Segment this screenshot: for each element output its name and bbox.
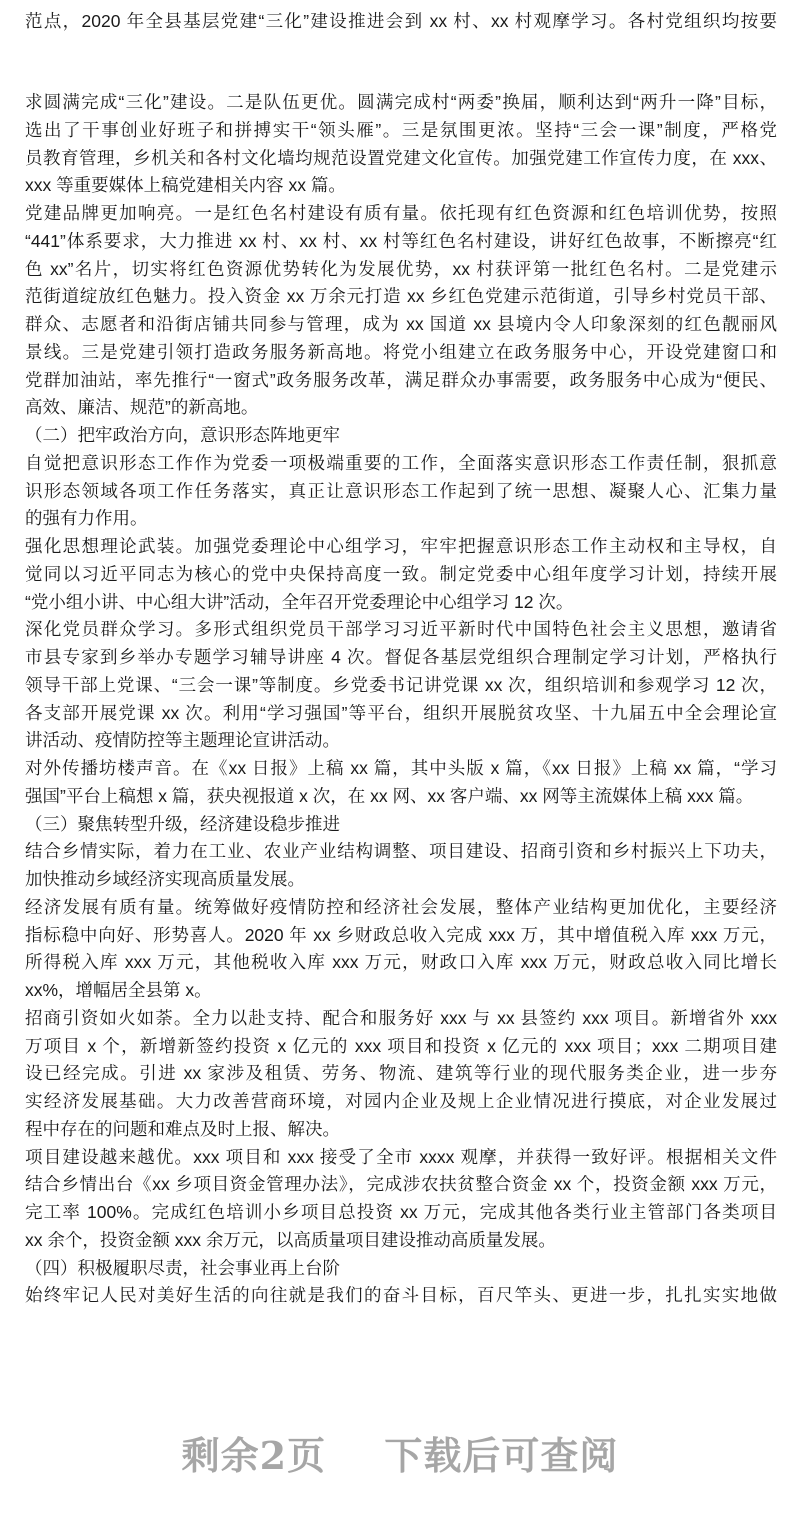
paragraph (25, 450, 777, 533)
text-line: 范街道绽放红色魅力。投入资金 xx 万余元打造 xx 乡红色党建示范街道，引导乡村党员干部、 (25, 286, 777, 307)
text-line: 讲活动、疫情防控等主题理论宣讲活动。 (25, 730, 340, 751)
paragraph (25, 533, 777, 616)
text-line: 指标稳中向好、形势喜人。2020 年 xx 乡财政总收入完成 xxx 万，其中增值税入库 xxx 万元， (25, 924, 777, 945)
document-body (25, 89, 777, 1310)
text-line: 范点，2020 年全县基层党建“三化”建设推进会到 xx 村、xx 村观摩学习。各村党组织均按要 (25, 11, 777, 31)
text-line: 始终牢记人民对美好生活的向往就是我们的奋斗目标，百尺竿头、更进一步，扎扎实实地做 (25, 1285, 777, 1306)
paragraph (25, 616, 777, 755)
text-line: 高效、廉洁、规范”的新高地。 (25, 397, 259, 418)
text-line: 自觉把意识形态工作作为党委一项极端重要的工作，全面落实意识形态工作责任制，狠抓意 (25, 452, 777, 473)
paragraph (25, 89, 777, 200)
text-line: 程中存在的问题和难点及时上报、解决。 (25, 1118, 340, 1139)
text-line: 项目建设越来越优。xxx 项目和 xxx 接受了全市 xxxx 观摩，并获得一致好评。根据相关文件 (25, 1146, 777, 1167)
text-line: 实经济发展基础。大力改善营商环境，对园内企业及规上企业情况进行摸底，对企业发展过 (25, 1091, 777, 1111)
text-line: 景线。三是党建引领打造政务服务新高地。将党小组建立在政务服务中心，开设党建窗口和 (25, 341, 777, 362)
text-line: 设已经完成。引进 xx 家涉及租赁、劳务、物流、建筑等行业的现代服务类企业，进一步夯 (25, 1063, 777, 1084)
paragraph (25, 894, 777, 1005)
paragraph (25, 422, 777, 450)
text-line: （三）聚焦转型升级，经济建设稳步推进 (25, 813, 340, 834)
text-line: 强化思想理论武装。加强党委理论中心组学习，牢牢把握意识形态工作主动权和主导权，自 (25, 536, 777, 556)
text-line: （四）积极履职尽责，社会事业再上台阶 (25, 1257, 340, 1278)
text-line: 色 xx”名片，切实将红色资源优势转化为发展优势，xx 村获评第一批红色名村。二是党建示 (25, 258, 777, 279)
text-line: 强国”平台上稿想 x 篇，获央视报道 x 次，在 xx 网、xx 客户端、xx 网等主流媒体上稿 xxx 篇。 (25, 785, 754, 806)
text-line: 党建品牌更加响亮。一是红色名村建设有质有量。依托现有红色资源和红色培训优势，按照 (25, 203, 777, 223)
remaining-pages-text: 剩余2页 (181, 1433, 327, 1478)
paragraph (25, 838, 777, 894)
paragraph (25, 8, 777, 36)
paragraph (25, 811, 777, 839)
text-line: 万项目 x 个，新增新签约投资 x 亿元的 xxx 项目和投资 x 亿元的 xxx 项目；xxx 二期项目建 (25, 1035, 777, 1056)
text-line: 领导干部上党课、“三会一课”等制度。乡党委书记讲党课 xx 次，组织培训和参观学习 12 次， (25, 674, 777, 695)
download-prompt[interactable] (0, 1425, 800, 1480)
text-line: xx%，增幅居全县第 x。 (25, 980, 212, 1000)
paragraph (25, 1255, 777, 1283)
text-line: 选出了干事创业好班子和拼搏实干“领头雁”。三是氛围更浓。坚持“三会一课”制度，严格党 (25, 119, 777, 140)
paragraph (25, 200, 777, 422)
text-line: “党小组小讲、中心组大讲”活动，全年召开党委理论中心组学习 12 次。 (25, 591, 574, 612)
text-line: 所得税入库 xxx 万元，其他税收入库 xxx 万元，财政口入库 xxx 万元，财政总收入同比增长 (25, 952, 777, 973)
text-line: xx 余个，投资金额 xxx 余万元，以高质量项目建设推动高质量发展。 (25, 1229, 556, 1250)
document-text-top (25, 8, 777, 36)
text-line: 深化党员群众学习。多形式组织党员干部学习习近平新时代中国特色社会主义思想，邀请省 (25, 619, 777, 640)
paragraph (25, 1144, 777, 1255)
paragraph (25, 1005, 777, 1144)
paragraph (25, 1282, 777, 1310)
text-line: 完工率 100%。完成红色培训小乡项目总投资 xx 万元，完成其他各类行业主管部门各类项目 (25, 1202, 777, 1222)
text-line: 觉同以习近平同志为核心的党中央保持高度一致。制定党委中心组年度学习计划，持续开展 (25, 563, 777, 584)
text-line: 结合乡情出台《xx 乡项目资金管理办法》，完成涉农扶贫整合资金 xx 个，投资金额 xxx 万元， (25, 1174, 777, 1195)
text-line: 员教育管理，乡机关和各村文化墙均规范设置党建文化宣传。加强党建工作宣传力度，在 xxx、 (25, 147, 777, 168)
paragraph (25, 755, 777, 811)
text-line: 求圆满完成“三化”建设。二是队伍更优。圆满完成村“两委”换届，顺利达到“两升一降”目标， (25, 92, 777, 112)
text-line: 各支部开展党课 xx 次。利用“学习强国”等平台，组织开展脱贫攻坚、十九届五中全会理论宣 (25, 702, 777, 723)
text-line: 结合乡情实际，着力在工业、农业产业结构调整、项目建设、招商引资和乡村振兴上下功夫， (25, 841, 777, 862)
text-line: （二）把牢政治方向，意识形态阵地更牢 (25, 425, 340, 445)
text-line: “441”体系要求，大力推进 xx 村、xx 村、xx 村等红色名村建设，讲好红色故事，不断擦亮“红 (25, 230, 777, 251)
text-line: 的强有力作用。 (25, 508, 148, 529)
text-line: 加快推动乡域经济实现高质量发展。 (25, 869, 305, 889)
text-line: xxx 等重要媒体上稿党建相关内容 xx 篇。 (25, 175, 346, 196)
text-line: 群众、志愿者和沿街店铺共同参与管理，成为 xx 国道 xx 县境内令人印象深刻的红色靓丽风 (25, 314, 777, 334)
text-line: 招商引资如火如荼。全力以赴支持、配合和服务好 xxx 与 xx 县签约 xxx 项目。新增省外 xxx (25, 1007, 777, 1028)
text-line: 对外传播坊楼声音。在《xx 日报》上稿 xx 篇，其中头版 x 篇，《xx 日报》上稿 xx 篇，“学习 (25, 758, 777, 778)
text-line: 党群加油站，率先推行“一窗式”政务服务改革，满足群众办事需要，政务服务中心成为“便民、 (25, 369, 777, 390)
text-line: 经济发展有质有量。统筹做好疫情防控和经济社会发展，整体产业结构更加优化，主要经济 (25, 896, 777, 917)
download-to-view-text: 下载后可查阅 (384, 1433, 619, 1478)
text-line: 识形态领域各项工作任务落实，真正让意识形态工作起到了统一思想、凝聚人心、汇集力量 (25, 480, 777, 501)
text-line: 市县专家到乡举办专题学习辅导讲座 4 次。督促各基层党组织合理制定学习计划，严格执行 (25, 647, 777, 667)
